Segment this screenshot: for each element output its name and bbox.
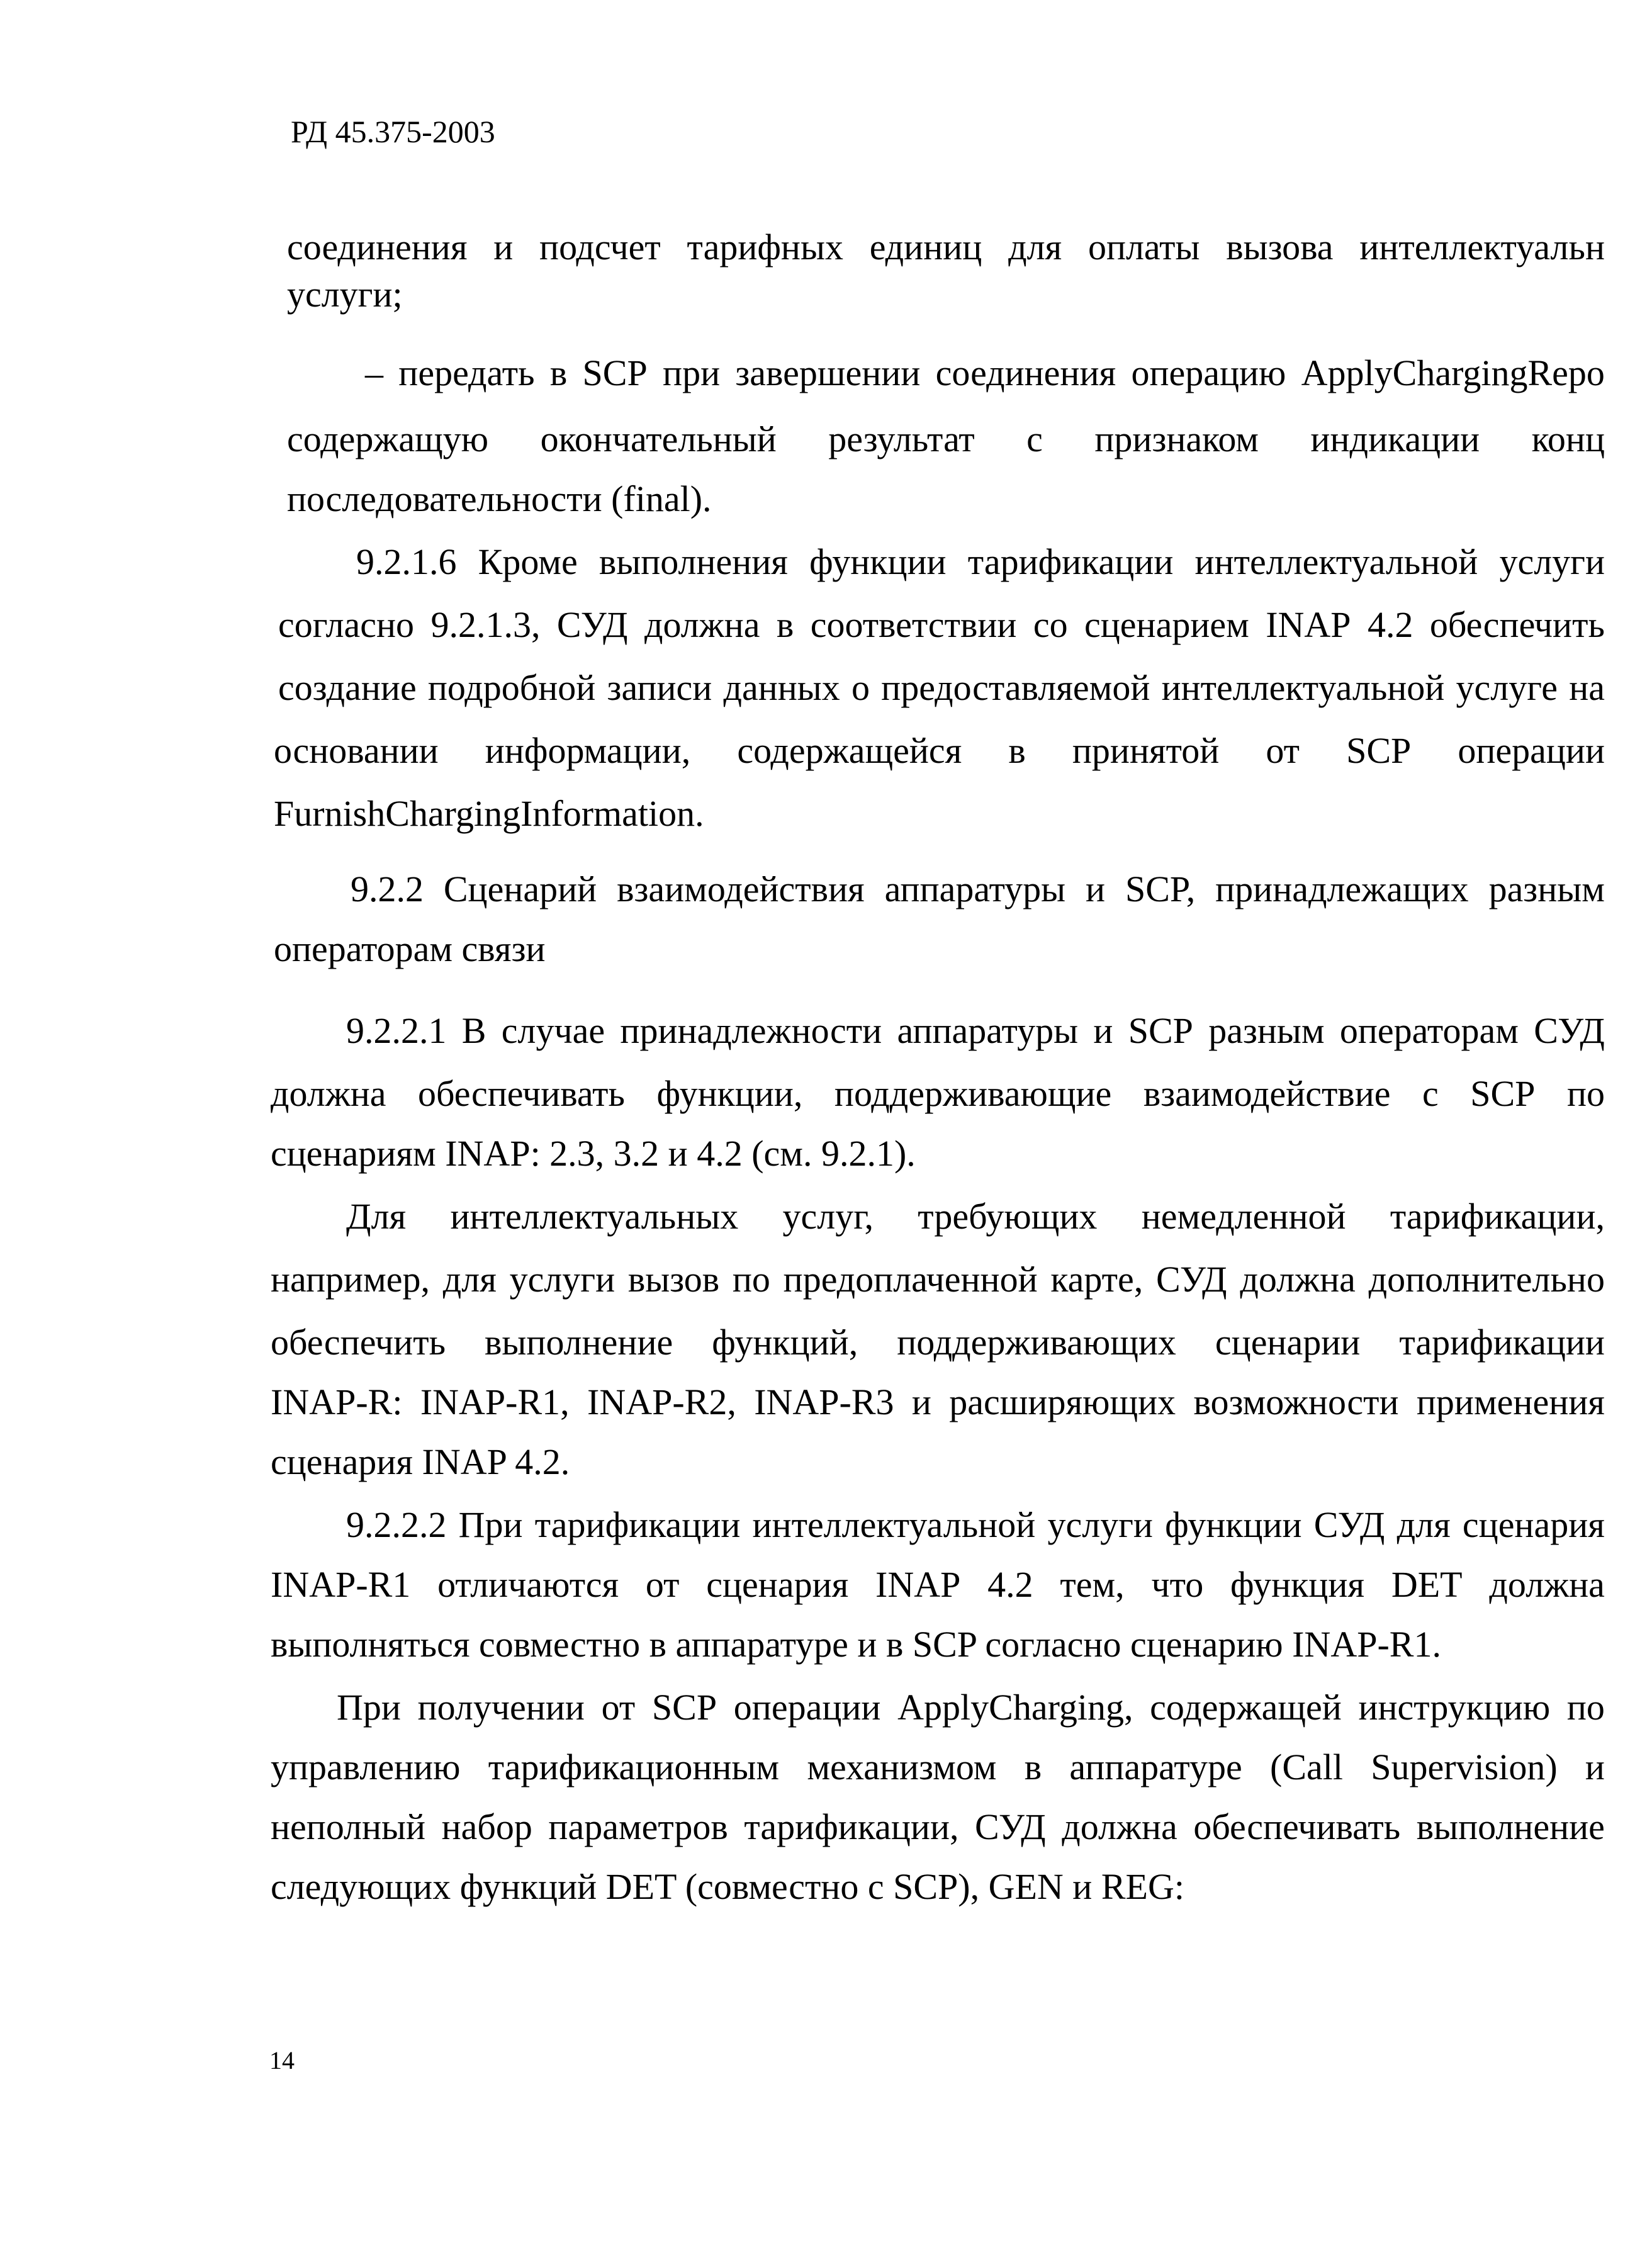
word: соединения xyxy=(287,227,468,267)
word: что xyxy=(1151,1564,1204,1605)
word: взаимодействия xyxy=(617,869,865,909)
word: INAP-R: xyxy=(271,1382,403,1422)
word: предоплаченной xyxy=(783,1259,1038,1300)
text-line xyxy=(278,658,1605,718)
word: тарификации xyxy=(534,1504,741,1545)
word: INAP xyxy=(1266,604,1351,645)
word: результат xyxy=(828,419,975,459)
word: завершении xyxy=(735,352,921,393)
word: интеллектуальной xyxy=(752,1504,1036,1545)
word: разным xyxy=(1208,1010,1325,1051)
word: и xyxy=(1093,1010,1113,1051)
word: 4.2 xyxy=(987,1564,1033,1605)
word: поддерживающих xyxy=(897,1322,1176,1363)
text-line: следующих функций DET (совместно с SCP), GEN и REG: xyxy=(271,1866,1184,1907)
text-line xyxy=(365,343,1605,403)
text-line: сценариям INAP: 2.3, 3.2 и 4.2 (см. 9.2.1). xyxy=(271,1133,916,1174)
word: от xyxy=(601,1687,636,1728)
word: отличаются xyxy=(437,1564,619,1605)
word: признаком xyxy=(1094,419,1259,459)
word: от xyxy=(645,1564,680,1605)
word: в xyxy=(549,352,568,393)
text-line xyxy=(356,532,1605,592)
word: принадлежащих xyxy=(1215,869,1469,909)
word: случае xyxy=(501,1010,605,1051)
document-header: РД 45.375-2003 xyxy=(291,114,495,149)
text-line: FurnishChargingInformation. xyxy=(274,793,704,834)
word: INAP-R1, xyxy=(420,1382,570,1422)
word: карте, xyxy=(1050,1259,1143,1300)
word: единиц xyxy=(869,227,982,267)
word: тарификационным xyxy=(488,1747,780,1787)
word: 9.2.1.3, xyxy=(430,604,541,645)
word: передать xyxy=(398,352,535,393)
word: со xyxy=(1033,604,1068,645)
word: В xyxy=(461,1010,486,1051)
word: взаимодействие xyxy=(1143,1073,1391,1114)
word: должна xyxy=(1240,1259,1356,1300)
word: 9.2.2.1 xyxy=(346,1010,447,1051)
word: аппаратуры xyxy=(897,1010,1079,1051)
word: инструкцию xyxy=(1358,1687,1551,1728)
word: SCP xyxy=(651,1687,717,1728)
word: соединения xyxy=(935,352,1116,393)
word: функции xyxy=(1165,1504,1302,1545)
word: (Call xyxy=(1270,1747,1343,1787)
word: должна xyxy=(644,604,760,645)
word: – xyxy=(365,352,383,393)
word: СУД xyxy=(1313,1504,1385,1545)
word: и xyxy=(493,227,514,267)
word: от xyxy=(1266,730,1300,771)
word: должна xyxy=(1062,1806,1177,1847)
word: INAP-R2, xyxy=(587,1382,736,1422)
word: по xyxy=(732,1259,770,1300)
word: должна xyxy=(1489,1564,1605,1605)
word: информации, xyxy=(485,730,691,771)
word: 9.2.2 xyxy=(351,869,424,909)
word: тарификации, xyxy=(744,1806,959,1847)
word: оплаты xyxy=(1087,227,1200,267)
word: содержащую xyxy=(287,419,489,459)
word: операции xyxy=(1458,730,1605,771)
word: 4.2 xyxy=(1367,604,1413,645)
word: обеспечивать xyxy=(1193,1806,1401,1847)
word: сценария xyxy=(1462,1504,1605,1545)
word: интеллектуальной xyxy=(1161,667,1445,708)
word: выполнение xyxy=(1416,1806,1605,1847)
word: должна xyxy=(271,1073,386,1114)
word: услуги xyxy=(509,1259,615,1300)
text-line: выполняться совместно в аппаратуре и в SCP согласно сценарию INAP-R1. xyxy=(271,1624,1441,1665)
text-line: операторам связи xyxy=(274,928,546,969)
word: для xyxy=(1396,1504,1451,1545)
word: механизмом xyxy=(807,1747,997,1787)
word: услуги xyxy=(1499,541,1605,582)
word: INAP-R1 xyxy=(271,1564,411,1605)
word: расширяющих xyxy=(949,1382,1176,1422)
word: тарифных xyxy=(687,227,843,267)
text-line: услуги; xyxy=(287,274,403,315)
word: в xyxy=(1008,730,1026,771)
text-line xyxy=(271,1064,1605,1124)
word: DET xyxy=(1391,1564,1463,1605)
word: и xyxy=(1086,869,1106,909)
word: предоставляемой xyxy=(881,667,1150,708)
word: 9.2.1.6 xyxy=(356,541,457,582)
word: индикации xyxy=(1310,419,1480,459)
text-line xyxy=(287,409,1605,470)
word: и xyxy=(911,1382,931,1422)
word: согласно xyxy=(278,604,415,645)
word: аппаратуры xyxy=(884,869,1066,909)
word: содержащейся xyxy=(737,730,962,771)
word: подробной xyxy=(427,667,596,708)
word: интеллектуальн xyxy=(1359,227,1605,267)
word: INAP xyxy=(875,1564,961,1605)
word: Supervision) xyxy=(1371,1747,1558,1787)
word: операции xyxy=(733,1687,881,1728)
word: записи xyxy=(607,667,712,708)
text-line xyxy=(271,1737,1605,1798)
word: по xyxy=(1566,1687,1605,1728)
word: аппаратуре xyxy=(1069,1747,1242,1787)
word: Для xyxy=(346,1196,407,1237)
word: в xyxy=(776,604,794,645)
text-line xyxy=(271,1312,1605,1373)
word: выполнение xyxy=(485,1322,673,1363)
word: SCP xyxy=(1470,1073,1536,1114)
text-line: последовательности (final). xyxy=(287,478,712,519)
text-line xyxy=(271,1372,1605,1432)
text-line xyxy=(278,595,1605,655)
word: конц xyxy=(1531,419,1605,459)
word: вызова xyxy=(1226,227,1334,267)
word: обеспечивать xyxy=(418,1073,625,1114)
text-line: сценария INAP 4.2. xyxy=(271,1441,570,1482)
word: SCP xyxy=(1346,730,1412,771)
text-line xyxy=(271,1555,1605,1615)
word: принятой xyxy=(1072,730,1220,771)
word: в xyxy=(1024,1747,1042,1787)
word: обеспечить xyxy=(271,1322,446,1363)
text-line xyxy=(346,1495,1605,1555)
word: операторам xyxy=(1339,1010,1519,1051)
word: содержащей xyxy=(1150,1687,1342,1728)
word: окончательный xyxy=(540,419,777,459)
word: разным xyxy=(1488,869,1605,909)
word: СУД xyxy=(1155,1259,1227,1300)
text-line xyxy=(287,217,1605,278)
word: возможности xyxy=(1193,1382,1399,1422)
word: при xyxy=(663,352,721,393)
word: СУД xyxy=(975,1806,1046,1847)
word: ApplyChargingRepo xyxy=(1301,352,1605,393)
word: тем, xyxy=(1060,1564,1125,1605)
word: Сценарий xyxy=(443,869,597,909)
word: на xyxy=(1569,667,1605,708)
word: функции, xyxy=(656,1073,803,1114)
word: с xyxy=(1026,419,1043,459)
text-line xyxy=(271,1797,1605,1857)
word: СУД xyxy=(556,604,628,645)
word: интеллектуальной xyxy=(1194,541,1478,582)
word: о xyxy=(851,667,870,708)
word: управлению xyxy=(271,1747,461,1787)
word: функций, xyxy=(712,1322,858,1363)
word: данных xyxy=(723,667,840,708)
word: немедленной xyxy=(1141,1196,1346,1237)
word: операцию xyxy=(1131,352,1286,393)
word: СУД xyxy=(1534,1010,1605,1051)
text-line xyxy=(346,1186,1605,1247)
word: SCP xyxy=(582,352,648,393)
word: принадлежности xyxy=(620,1010,882,1051)
word: 9.2.2.2 xyxy=(346,1504,447,1545)
word: При xyxy=(337,1687,401,1728)
word: сценария xyxy=(706,1564,849,1605)
word: тарификации xyxy=(967,541,1174,582)
word: обеспечить xyxy=(1429,604,1605,645)
word: функции xyxy=(809,541,947,582)
word: ApplyCharging, xyxy=(897,1687,1133,1728)
word: сценарием xyxy=(1084,604,1249,645)
word: SCP xyxy=(1128,1010,1193,1051)
text-line xyxy=(271,1249,1605,1310)
word: основании xyxy=(274,730,439,771)
text-line xyxy=(351,859,1605,920)
word: тарификации, xyxy=(1390,1196,1605,1237)
text-line xyxy=(274,721,1605,781)
word: При xyxy=(458,1504,523,1545)
word: получении xyxy=(417,1687,585,1728)
word: функция xyxy=(1230,1564,1365,1605)
text-line xyxy=(346,1001,1605,1061)
word: с xyxy=(1422,1073,1439,1114)
word: услуги xyxy=(1047,1504,1153,1545)
word: набор xyxy=(441,1806,532,1847)
word: услуге xyxy=(1456,667,1558,708)
word: и xyxy=(1585,1747,1605,1787)
word: применения xyxy=(1416,1382,1605,1422)
word: например, xyxy=(271,1259,430,1300)
word: тарификации xyxy=(1399,1322,1605,1363)
word: дополнительно xyxy=(1368,1259,1605,1300)
text-line xyxy=(337,1677,1605,1738)
word: соответствии xyxy=(810,604,1017,645)
word: поддерживающие xyxy=(834,1073,1112,1114)
word: сценарии xyxy=(1215,1322,1361,1363)
word: SCP, xyxy=(1125,869,1196,909)
word: подсчет xyxy=(539,227,661,267)
word: интеллектуальных xyxy=(450,1196,739,1237)
word: параметров xyxy=(548,1806,728,1847)
word: INAP-R3 xyxy=(754,1382,894,1422)
word: услуг, xyxy=(782,1196,874,1237)
word: вызов xyxy=(627,1259,720,1300)
word: для xyxy=(1008,227,1062,267)
word: неполный xyxy=(271,1806,426,1847)
page-number: 14 xyxy=(269,2046,295,2074)
word: Кроме xyxy=(478,541,578,582)
word: по xyxy=(1566,1073,1605,1114)
word: для xyxy=(442,1259,497,1300)
word: выполнения xyxy=(598,541,788,582)
word: создание xyxy=(278,667,417,708)
word: требующих xyxy=(918,1196,1098,1237)
